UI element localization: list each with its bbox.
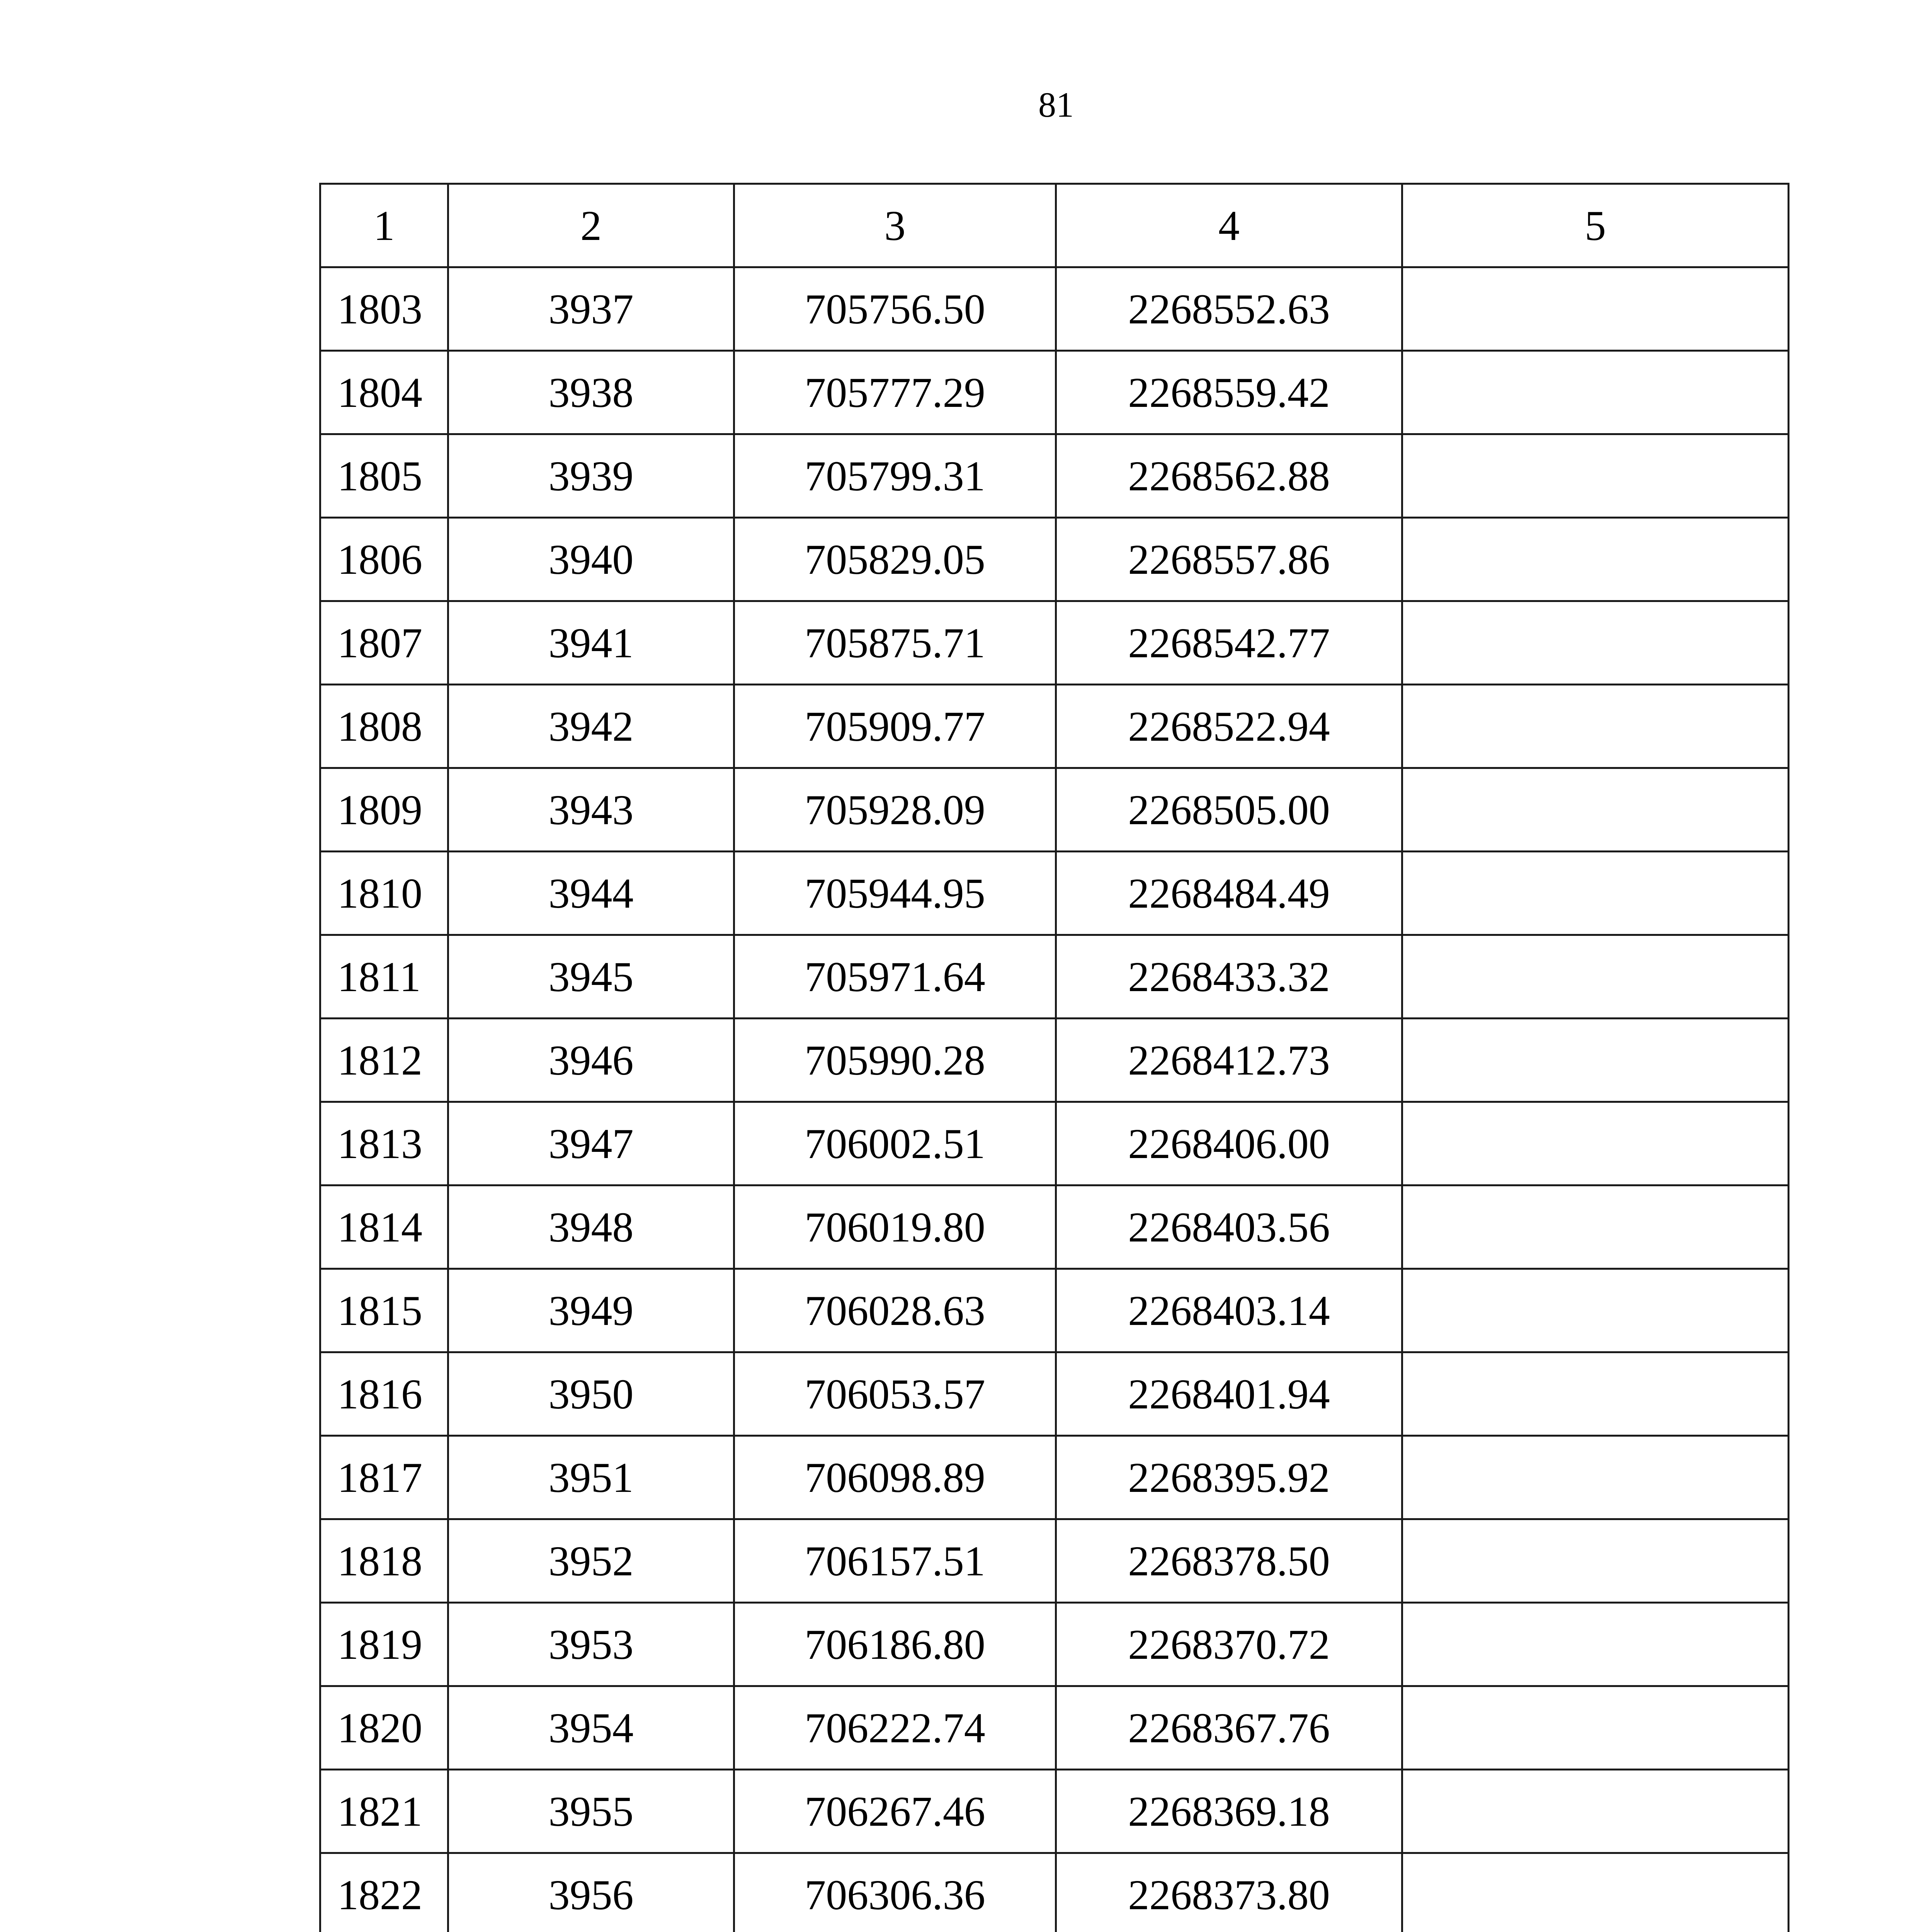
table-cell: 1804 [320,351,448,434]
table-cell: 2268562.88 [1056,434,1402,518]
table-cell: 2268401.94 [1056,1352,1402,1436]
table-cell: 706002.51 [734,1102,1056,1185]
table-cell: 3941 [448,601,734,685]
table-cell [1402,935,1789,1019]
table-cell [1402,1019,1789,1102]
table-cell [1402,1770,1789,1853]
table-row [320,1770,1789,1853]
table-cell: 2268559.42 [1056,351,1402,434]
table-cell: 3956 [448,1853,734,1932]
table-cell: 706053.57 [734,1352,1056,1436]
table-cell: 3953 [448,1603,734,1686]
table-cell: 2268378.50 [1056,1519,1402,1603]
table-cell: 3951 [448,1436,734,1519]
column-header: 3 [734,184,1056,267]
table-cell: 2268522.94 [1056,685,1402,768]
table-cell: 706157.51 [734,1519,1056,1603]
table-row [320,1853,1789,1932]
table-cell: 2268367.76 [1056,1686,1402,1770]
table-cell: 3947 [448,1102,734,1185]
table-cell: 3945 [448,935,734,1019]
table-row [320,1019,1789,1102]
table-cell: 1819 [320,1603,448,1686]
table-cell: 1808 [320,685,448,768]
table-cell: 2268395.92 [1056,1436,1402,1519]
column-header: 5 [1402,184,1789,267]
table-cell: 1813 [320,1102,448,1185]
table-row [320,1686,1789,1770]
table-row [320,1519,1789,1603]
table-cell: 3952 [448,1519,734,1603]
table-cell: 706267.46 [734,1770,1056,1853]
table-cell: 1805 [320,434,448,518]
table-cell: 3955 [448,1770,734,1853]
table-row [320,518,1789,601]
coordinates-table [319,183,1789,1932]
table-cell: 1822 [320,1853,448,1932]
table-cell: 2268433.32 [1056,935,1402,1019]
column-header: 2 [448,184,734,267]
table-cell: 3950 [448,1352,734,1436]
table-cell: 2268542.77 [1056,601,1402,685]
table-cell: 1811 [320,935,448,1019]
table-cell [1402,1853,1789,1932]
table-row [320,1603,1789,1686]
table-cell: 3937 [448,267,734,351]
table-row [320,685,1789,768]
table-cell: 705777.29 [734,351,1056,434]
table-cell: 706019.80 [734,1185,1056,1269]
table-cell: 705909.77 [734,685,1056,768]
table-cell: 3939 [448,434,734,518]
table-cell: 706222.74 [734,1686,1056,1770]
table-cell: 1814 [320,1185,448,1269]
table-cell [1402,768,1789,852]
table-cell: 2268373.80 [1056,1853,1402,1932]
table-cell [1402,1603,1789,1686]
column-header: 4 [1056,184,1402,267]
table-row [320,601,1789,685]
table-cell: 2268552.63 [1056,267,1402,351]
table-header-row [320,184,1789,267]
table-cell [1402,1686,1789,1770]
column-header: 1 [320,184,448,267]
table-cell [1402,1185,1789,1269]
table-cell: 3949 [448,1269,734,1352]
table-cell [1402,351,1789,434]
table-cell: 2268369.18 [1056,1770,1402,1853]
table-cell [1402,601,1789,685]
table-cell: 3948 [448,1185,734,1269]
table-cell [1402,1436,1789,1519]
table-cell [1402,685,1789,768]
table-row [320,1436,1789,1519]
table-cell: 706028.63 [734,1269,1056,1352]
table-row [320,434,1789,518]
table-cell: 705944.95 [734,852,1056,935]
table-cell: 705875.71 [734,601,1056,685]
table-cell: 3942 [448,685,734,768]
table-cell: 705990.28 [734,1019,1056,1102]
table-cell: 3938 [448,351,734,434]
table-row [320,351,1789,434]
table-cell: 3940 [448,518,734,601]
table-cell [1402,1269,1789,1352]
table-cell [1402,267,1789,351]
table-cell: 1807 [320,601,448,685]
table-cell: 2268406.00 [1056,1102,1402,1185]
table-cell: 3944 [448,852,734,935]
table-cell: 706186.80 [734,1603,1056,1686]
table-cell: 1812 [320,1019,448,1102]
table-cell [1402,434,1789,518]
table-cell: 1818 [320,1519,448,1603]
table-row [320,768,1789,852]
table-cell: 1809 [320,768,448,852]
table-cell [1402,852,1789,935]
table-row [320,267,1789,351]
table-cell: 705829.05 [734,518,1056,601]
table-cell: 3943 [448,768,734,852]
table-row [320,935,1789,1019]
table-cell: 705799.31 [734,434,1056,518]
table-cell: 1806 [320,518,448,601]
table-cell: 705928.09 [734,768,1056,852]
table-row [320,1102,1789,1185]
table-cell [1402,1352,1789,1436]
table-cell: 2268557.86 [1056,518,1402,601]
table-cell: 705971.64 [734,935,1056,1019]
table-cell: 2268403.56 [1056,1185,1402,1269]
table-cell: 2268505.00 [1056,768,1402,852]
table-row [320,1185,1789,1269]
table-cell: 1821 [320,1770,448,1853]
table-cell: 2268484.49 [1056,852,1402,935]
table-cell: 706306.36 [734,1853,1056,1932]
table-row [320,1352,1789,1436]
table-cell: 1820 [320,1686,448,1770]
page-number: 81 [1038,85,1074,124]
table-cell: 3954 [448,1686,734,1770]
table-cell: 1817 [320,1436,448,1519]
table-cell [1402,1519,1789,1603]
table-cell: 705756.50 [734,267,1056,351]
table-cell: 2268370.72 [1056,1603,1402,1686]
table-cell: 1810 [320,852,448,935]
table-cell [1402,1102,1789,1185]
table-cell [1402,518,1789,601]
table-row [320,1269,1789,1352]
table-cell: 2268412.73 [1056,1019,1402,1102]
table-cell: 1803 [320,267,448,351]
table-cell: 706098.89 [734,1436,1056,1519]
table-row [320,852,1789,935]
table-cell: 2268403.14 [1056,1269,1402,1352]
table-cell: 1815 [320,1269,448,1352]
table-cell: 1816 [320,1352,448,1436]
table-cell: 3946 [448,1019,734,1102]
